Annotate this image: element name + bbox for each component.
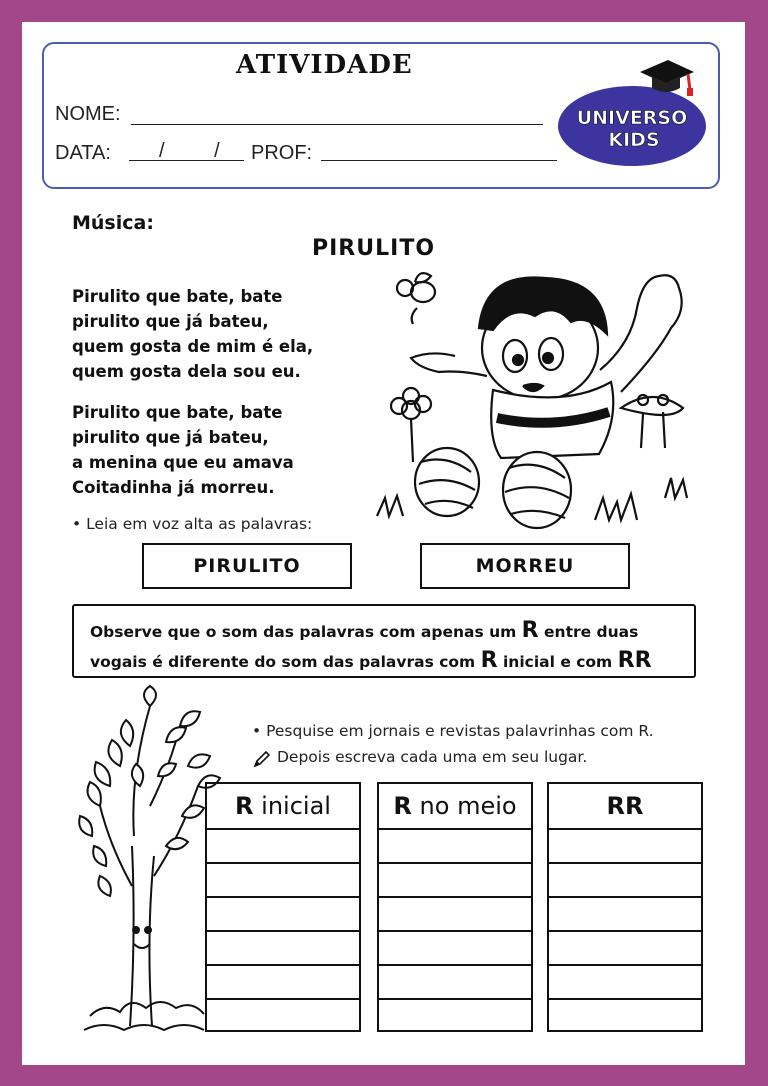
answer-row[interactable]: [379, 830, 531, 864]
observation-text: entre duas: [544, 623, 639, 641]
stanza-line: Pirulito que bate, bate: [72, 287, 283, 306]
answer-row[interactable]: [207, 830, 359, 864]
logo-line1: UNIVERSO: [576, 107, 688, 129]
observation-text: vogais é diferente do som das palavras com: [90, 653, 476, 671]
answer-row[interactable]: [549, 864, 701, 898]
column-letter: R: [235, 792, 254, 820]
stanza-line: Pirulito que bate, bate: [72, 403, 283, 422]
column-header: [379, 784, 531, 830]
column-rr: [547, 782, 703, 1032]
name-field[interactable]: [131, 124, 543, 125]
date-label: DATA:: [55, 142, 111, 164]
observation-letter-r: R: [480, 648, 498, 673]
stanza-line: Coitadinha já morreu.: [72, 478, 275, 497]
answer-row[interactable]: [549, 830, 701, 864]
pencil-icon: [252, 749, 272, 769]
column-label: inicial: [261, 792, 331, 820]
observation-line-2: [90, 648, 652, 673]
research-instruction-2: Depois escreva cada uma em seu lugar.: [277, 748, 588, 766]
answer-row[interactable]: [549, 932, 701, 966]
stanza-line: a menina que eu amava: [72, 453, 294, 472]
stanza-1: [72, 284, 313, 384]
answer-row[interactable]: [207, 1000, 359, 1034]
answer-row[interactable]: [207, 864, 359, 898]
song-title: PIRULITO: [312, 236, 436, 261]
music-section-label: Música:: [72, 212, 154, 234]
stanza-2: [72, 400, 294, 500]
prof-label: PROF:: [251, 142, 313, 164]
column-label: no meio: [419, 792, 517, 820]
answer-row[interactable]: [379, 966, 531, 1000]
read-aloud-instruction: • Leia em voz alta as palavras:: [72, 515, 313, 533]
stanza-line: quem gosta dela sou eu.: [72, 362, 301, 381]
answer-row[interactable]: [379, 898, 531, 932]
column-header: [207, 784, 359, 830]
date-slashes: / /: [159, 140, 242, 162]
stanza-line: pirulito que já bateu,: [72, 312, 269, 331]
answer-row[interactable]: [207, 932, 359, 966]
column-r-no-meio: [377, 782, 533, 1032]
column-header: [549, 784, 701, 830]
column-letter: R: [393, 792, 412, 820]
answer-row[interactable]: [549, 898, 701, 932]
column-r-inicial: [205, 782, 361, 1032]
observation-box: [72, 604, 696, 678]
activity-title: ATIVIDADE: [236, 50, 413, 80]
boy-illustration: [375, 258, 695, 528]
answer-row[interactable]: [207, 898, 359, 932]
answer-row[interactable]: [549, 966, 701, 1000]
research-instruction-1: • Pesquise em jornais e revistas palavrinhas com R.: [252, 722, 654, 740]
word-box-morreu: MORREU: [420, 543, 630, 589]
graduation-cap-icon: [636, 56, 696, 100]
observation-line-1: [90, 618, 638, 643]
answer-row[interactable]: [207, 966, 359, 1000]
observation-letter-r: R: [521, 618, 539, 643]
name-label: NOME:: [55, 103, 121, 125]
logo-line2: KIDS: [608, 129, 660, 151]
stanza-line: pirulito que já bateu,: [72, 428, 269, 447]
observation-text: Observe que o som das palavras com apenas um: [90, 623, 517, 641]
column-letter: RR: [606, 792, 644, 820]
observation-text: inicial e com: [502, 653, 613, 671]
observation-letters-rr: RR: [617, 648, 652, 673]
stanza-line: quem gosta de mim é ela,: [72, 337, 314, 356]
answer-row[interactable]: [549, 1000, 701, 1034]
prof-field[interactable]: [321, 160, 557, 161]
answer-row[interactable]: [379, 864, 531, 898]
answer-row[interactable]: [379, 932, 531, 966]
word-box-pirulito: PIRULITO: [142, 543, 352, 589]
answer-row[interactable]: [379, 1000, 531, 1034]
